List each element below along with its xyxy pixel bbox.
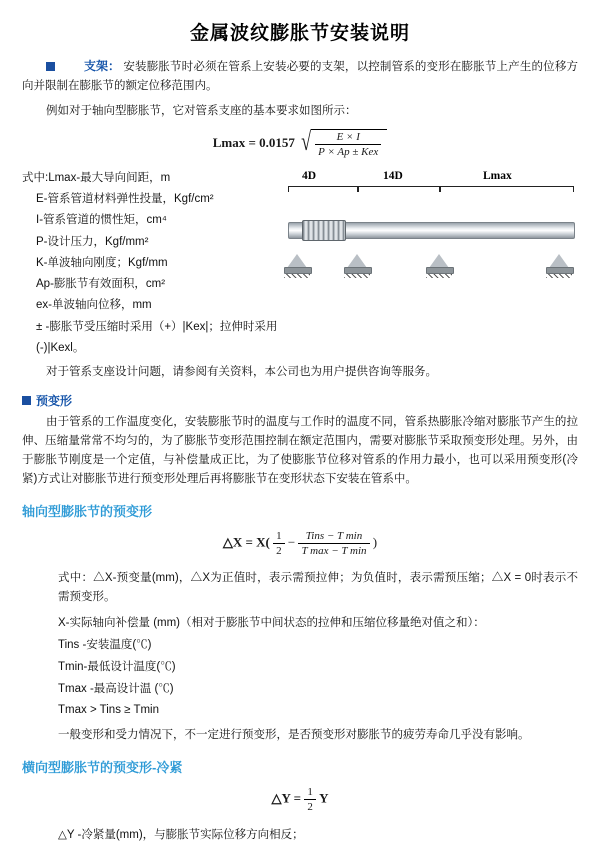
lateral-formula-lhs: △Y = (271, 790, 302, 806)
list-item: ex-单波轴向位移，mm (36, 299, 152, 312)
list-item: ± -膨胀节受压缩时采用（+）|Kex|；拉伸时采用(-)|Kexl。 (36, 320, 278, 354)
predeform-paragraph: 由于管系的工作温度变化，安装膨胀节时的温度与工作时的温度不同，管系热膨胀冷缩对膨胀节产生的拉伸、压缩量常常不均匀的，为了膨胀节变形范围控制在额定范围内，需要对膨胀节采取预变形处理。另外，由于膨胀节刚度是一个定值，与补偿量成正比，为了使膨胀节位移对管系的作用力最小，也可以采用预变形(冷紧)方式让对膨胀节进行预变形处理后再将膨胀节在变形状态下安装在管系中。 (22, 416, 578, 486)
axial-half-numerator: 1 (273, 530, 285, 544)
axial-line-tmin: Tmin-最低设计温度(℃) (58, 660, 176, 673)
bracket-section-heading (46, 57, 120, 77)
lmax-formula-lhs: Lmax = 0.0157 (212, 135, 295, 151)
page-title: 金属波纹膨胀节安装说明 (189, 23, 410, 44)
axial-line-tins: Tins -安装温度(℃) (58, 638, 152, 651)
bracket-paragraph-1-text: 安装膨胀节时必须在管系上安装必要的支架，以控制管系的变形在膨胀节上产生的位移方向并限制在膨胀节的额定位移范围内。 (22, 60, 578, 92)
sqrt-icon: √ (301, 126, 312, 156)
legend-list (22, 168, 292, 359)
support-icon (426, 254, 452, 274)
lateral-note: △Y -冷紧量(mm)，与膨胀节实际位移方向相反； (58, 829, 304, 842)
legend-and-diagram (22, 168, 578, 359)
dimension-line-lmax (440, 186, 574, 192)
lmax-numerator: E × I (315, 131, 381, 145)
support-icon (546, 254, 572, 274)
list-item: E-管系管道材料弹性投量，Kgf/cm² (36, 193, 214, 206)
lateral-formula-rhs: Y (319, 790, 329, 806)
axial-subheading: 轴向型膨胀节的预变形 (22, 504, 153, 520)
list-item: Ap-膨胀节有效面积，cm² (36, 278, 166, 291)
support-icon (344, 254, 370, 274)
blue-square-bullet-icon (46, 62, 55, 71)
list-item: P-设计压力，Kgf/mm² (36, 235, 149, 248)
bracket-heading-label: 支架： (84, 59, 121, 73)
axial-note-1: 式中：△X-预变量(mm)，△X为正值时，表示需预拉伸；为负值时，表示需预压缩；△X = 0时表示不需预变形。 (58, 572, 578, 604)
expansion-joint-diagram (278, 170, 578, 290)
bellows-icon (302, 220, 346, 241)
lmax-formula (22, 126, 578, 158)
lateral-fraction-denominator: 2 (307, 801, 313, 814)
lmax-sqrt (299, 126, 387, 158)
dimension-label-14d: 14D (383, 169, 403, 182)
lmax-denominator: P × Ap ± Kex (318, 145, 379, 158)
axial-formula-rhs: ) (372, 534, 378, 550)
axial-fraction-denominator: T max − T min (301, 545, 367, 558)
list-item: I-管系管道的惯性矩，cm⁴ (36, 214, 167, 227)
axial-formula-minus: − (287, 534, 296, 550)
dimension-line-4d (288, 186, 358, 192)
lateral-subheading: 横向型膨胀节的预变形-冷紧 (22, 760, 183, 776)
predeform-heading-label: 预变形 (36, 394, 73, 409)
lateral-formula-fraction (304, 786, 316, 813)
axial-line-x: X-实际轴向补偿量 (mm)（相对于膨胀节中间状态的拉伸和压缩位移量绝对值之和）： (58, 617, 485, 630)
predeform-section-heading (22, 392, 578, 409)
axial-formula-half (273, 530, 285, 557)
support-icon (284, 254, 310, 274)
dimension-label-lmax: Lmax (483, 169, 512, 182)
lateral-formula (22, 786, 578, 813)
axial-line-tmax: Tmax -最高设计温 (℃) (58, 682, 174, 695)
axial-fraction-numerator: Tins − T min (298, 530, 369, 544)
list-item: 式中:Lmax-最大导向间距，m (22, 171, 171, 184)
pipe-assembly (278, 196, 578, 282)
axial-note-2: 一般变形和受力情况下，不一定进行预变形，是否预变形对膨胀节的疲劳寿命几乎没有影响。 (58, 729, 530, 742)
blue-square-bullet-icon (22, 396, 31, 405)
axial-formula-lhs: △X = X( (222, 534, 270, 550)
legend-closing-paragraph: 对于管系支座设计问题，请参阅有关资料，本公司也为用户提供咨询等服务。 (46, 366, 437, 379)
axial-formula-fraction (298, 530, 369, 557)
axial-line-relation: Tmax > Tins ≥ Tmin (58, 704, 159, 717)
list-item: K-单波轴向刚度；Kgf/mm (36, 256, 168, 269)
lateral-fraction-numerator: 1 (304, 786, 316, 800)
dimension-line-14d (358, 186, 440, 192)
axial-half-denominator: 2 (276, 545, 282, 558)
axial-formula (22, 530, 578, 557)
bracket-paragraph-1 (22, 57, 578, 96)
dimension-label-4d: 4D (302, 169, 317, 182)
bracket-paragraph-2: 例如对于轴向型膨胀节，它对管系支座的基本要求如图所示： (46, 104, 357, 117)
